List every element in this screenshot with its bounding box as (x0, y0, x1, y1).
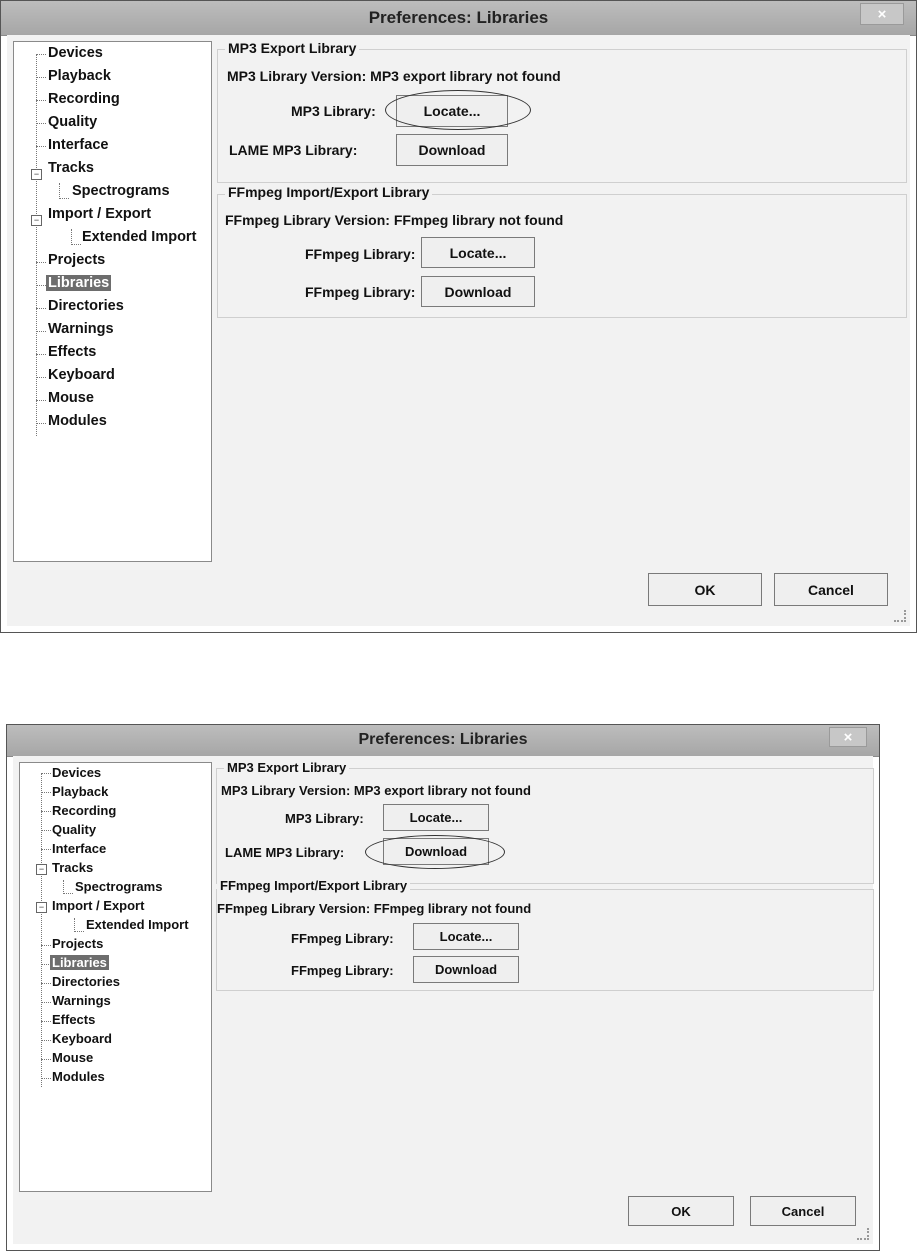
cancel-button[interactable]: Cancel (774, 573, 888, 606)
tree-item-directories[interactable]: Directories (48, 298, 124, 314)
tree-item-playback[interactable]: Playback (48, 68, 111, 84)
title-bar[interactable] (7, 725, 879, 757)
mp3-group-title: MP3 Export Library (225, 40, 359, 56)
preferences-tree[interactable] (19, 762, 212, 1192)
tree-item-tracks[interactable]: Tracks (48, 160, 94, 176)
mp3-group-title: MP3 Export Library (224, 760, 349, 775)
tree-item-libraries[interactable]: Libraries (48, 275, 110, 291)
dialog-title: Preferences: Libraries (368, 8, 549, 27)
tree-item-effects[interactable]: Effects (48, 344, 97, 360)
resize-grip-icon[interactable] (857, 1228, 869, 1240)
tree-item-modules[interactable]: Modules (52, 1069, 105, 1084)
ffmpeg-library-label: FFmpeg Library: (305, 246, 416, 262)
tree-item-warnings[interactable]: Warnings (52, 993, 111, 1008)
tree-item-interface[interactable]: Interface (52, 841, 107, 856)
tree-item-extended-import[interactable]: Extended Import (86, 917, 189, 932)
ok-button[interactable]: OK (628, 1196, 734, 1226)
tree-item-recording[interactable]: Recording (52, 803, 117, 818)
tree-item-devices[interactable]: Devices (48, 45, 103, 61)
ok-button[interactable]: OK (648, 573, 762, 606)
mp3-version-text: MP3 Library Version: MP3 export library not found (227, 68, 561, 84)
lame-library-label: LAME MP3 Library: (225, 845, 345, 860)
tree-item-playback[interactable]: Playback (52, 784, 109, 799)
ffmpeg-download-button[interactable]: Download (413, 956, 519, 983)
tree-item-quality[interactable]: Quality (52, 822, 97, 837)
tree-item-recording[interactable]: Recording (48, 91, 120, 107)
mp3-library-label: MP3 Library: (291, 103, 376, 119)
tree-item-keyboard[interactable]: Keyboard (48, 367, 115, 383)
preferences-tree[interactable] (13, 41, 212, 562)
title-bar[interactable] (1, 1, 916, 36)
lame-download-button[interactable]: Download (396, 134, 508, 166)
import-export-expander-icon[interactable]: − (31, 215, 42, 226)
lame-download-button[interactable]: Download (383, 838, 489, 865)
tree-item-warnings[interactable]: Warnings (48, 321, 114, 337)
resize-grip-icon[interactable] (894, 610, 906, 622)
close-button[interactable]: × (860, 3, 904, 25)
dialog-title: Preferences: Libraries (358, 731, 528, 748)
tree-item-projects[interactable]: Projects (48, 252, 106, 268)
ffmpeg-library-label-2: FFmpeg Library: (305, 284, 416, 300)
tree-item-import-export[interactable]: Import / Export (48, 206, 152, 222)
mp3-version-text: MP3 Library Version: MP3 export library not found (221, 783, 531, 798)
lame-library-label: LAME MP3 Library: (229, 142, 358, 158)
tree-item-quality[interactable]: Quality (48, 114, 98, 130)
tree-item-projects[interactable]: Projects (52, 936, 104, 951)
tree-item-spectrograms[interactable]: Spectrograms (72, 183, 170, 199)
ffmpeg-locate-button[interactable]: Locate... (413, 923, 519, 950)
tree-item-import-export[interactable]: Import / Export (52, 898, 145, 913)
cancel-button[interactable]: Cancel (750, 1196, 856, 1226)
tree-item-libraries[interactable]: Libraries (52, 955, 107, 970)
close-button[interactable]: × (829, 727, 867, 747)
tracks-expander-icon[interactable]: − (36, 864, 47, 875)
preferences-dialog-2 (6, 724, 880, 1251)
ffmpeg-library-label-2: FFmpeg Library: (291, 963, 394, 978)
tree-item-tracks[interactable]: Tracks (52, 860, 94, 875)
tree-item-spectrograms[interactable]: Spectrograms (75, 879, 163, 894)
ffmpeg-locate-button[interactable]: Locate... (421, 237, 535, 268)
tree-item-extended-import[interactable]: Extended Import (82, 229, 197, 245)
ffmpeg-group-title: FFmpeg Import/Export Library (225, 184, 432, 200)
dialog-client (7, 35, 910, 626)
ffmpeg-download-button[interactable]: Download (421, 276, 535, 307)
tree-item-effects[interactable]: Effects (52, 1012, 96, 1027)
tree-item-keyboard[interactable]: Keyboard (52, 1031, 112, 1046)
tree-item-mouse[interactable]: Mouse (52, 1050, 94, 1065)
dialog-client (13, 756, 873, 1244)
ffmpeg-version-text: FFmpeg Library Version: FFmpeg library not found (225, 212, 564, 228)
tree-item-directories[interactable]: Directories (52, 974, 120, 989)
mp3-library-label: MP3 Library: (285, 811, 364, 826)
tree-item-modules[interactable]: Modules (48, 413, 107, 429)
ffmpeg-version-text: FFmpeg Library Version: FFmpeg library not found (217, 901, 532, 916)
ffmpeg-group-title: FFmpeg Import/Export Library (217, 878, 410, 893)
mp3-locate-button[interactable]: Locate... (396, 95, 508, 127)
ffmpeg-library-label: FFmpeg Library: (291, 931, 394, 946)
tree-item-mouse[interactable]: Mouse (48, 390, 94, 406)
tree-item-devices[interactable]: Devices (52, 765, 102, 780)
import-export-expander-icon[interactable]: − (36, 902, 47, 913)
tree-item-interface[interactable]: Interface (48, 137, 109, 153)
tracks-expander-icon[interactable]: − (31, 169, 42, 180)
mp3-locate-button[interactable]: Locate... (383, 804, 489, 831)
